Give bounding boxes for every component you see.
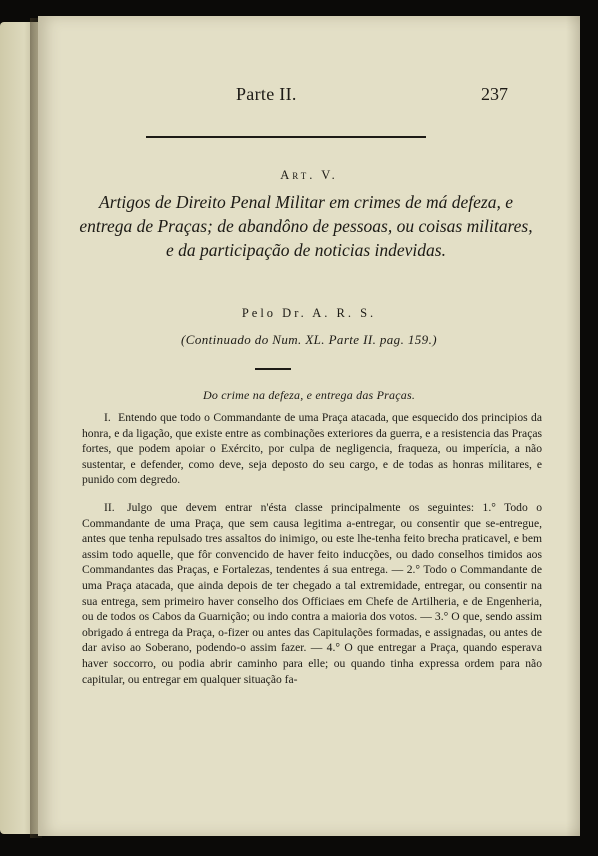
page-edge-shade	[566, 16, 580, 836]
paragraph-number: II.	[104, 500, 115, 514]
paragraph-text: Julgo que devem entrar n'ésta classe principalmente os seguintes: 1.° Todo o Commandante de uma Praça, que sem causa legitima a-entregar, ou consentir que se-entregue, antes que tenha repulsado tres assaltos do inimigo, ou este lhe-tenha feito brecha praticavel, e bem assim todo aquelle, que fôr convencido de haver feito inducções, ou dado conselhos timidos aos Commandantes das Praças, e Fortalezas, tendentes á sua entrega. — 2.° Todo o Commandante de uma Praça atacada, que ainda depois de ter chegado a tal extremidade, entregar, ou consentir na sua entrega, sem primeiro haver conselho dos Officiaes em Chefe de Artilheria, e de Engenheria, ou de todos os Cabos da Guarnição; ou indo contra a maioria dos votos. — 3.° O que, sendo assim obrigado á entrega da Praça, o-fizer ou antes das Capitulações formadas, e assignadas, ou antes de dar aviso ao Soberano, podendo-o assim fazer. — 4.° O que entregar a Praça, quando esperava haver soccorro, ou podia abrir caminho para elle; ou quando tinha expressa ordem para não capitular, ou entregar em qualquer situação fa-	[82, 500, 542, 686]
page-number: 237	[481, 84, 508, 104]
article-body	[82, 410, 542, 699]
article-title: Artigos de Direito Penal Militar em crimes de má defeza, e entrega de Praças; de abandôno de pessoas, ou coisas militares, e da participação de noticias indevidas.	[79, 192, 533, 260]
continuation-note: (Continuado do Num. XL. Parte II. pag. 159.)	[181, 332, 437, 347]
section-heading: Do crime na defeza, e entrega das Praças.	[202, 388, 416, 402]
paragraph-text: Entendo que todo o Commandante de uma Praça atacada, que esquecido dos principios da honra, e da ligação, que existe entre as combinações exteriores da guerra, e a resistencia das Praças fortes, que podem apoiar o Exército, por culpa de negligencia, fraqueza, ou imperícia, a não sustentar, e defender, como deve, seja deposto do seu cargo, e de todas as honras militares, e punido com degredo.	[82, 411, 542, 487]
header-rule	[146, 136, 426, 138]
running-head: Parte II.	[236, 84, 297, 104]
book-page	[38, 16, 580, 836]
article-author: Pelo Dr. A. R. S.	[241, 306, 377, 320]
section-rule	[255, 368, 291, 370]
paragraph	[82, 500, 542, 687]
paragraph	[82, 410, 542, 488]
page-header	[38, 84, 580, 110]
article-number: Art. V.	[280, 168, 338, 182]
paragraph-number: I.	[104, 411, 111, 424]
